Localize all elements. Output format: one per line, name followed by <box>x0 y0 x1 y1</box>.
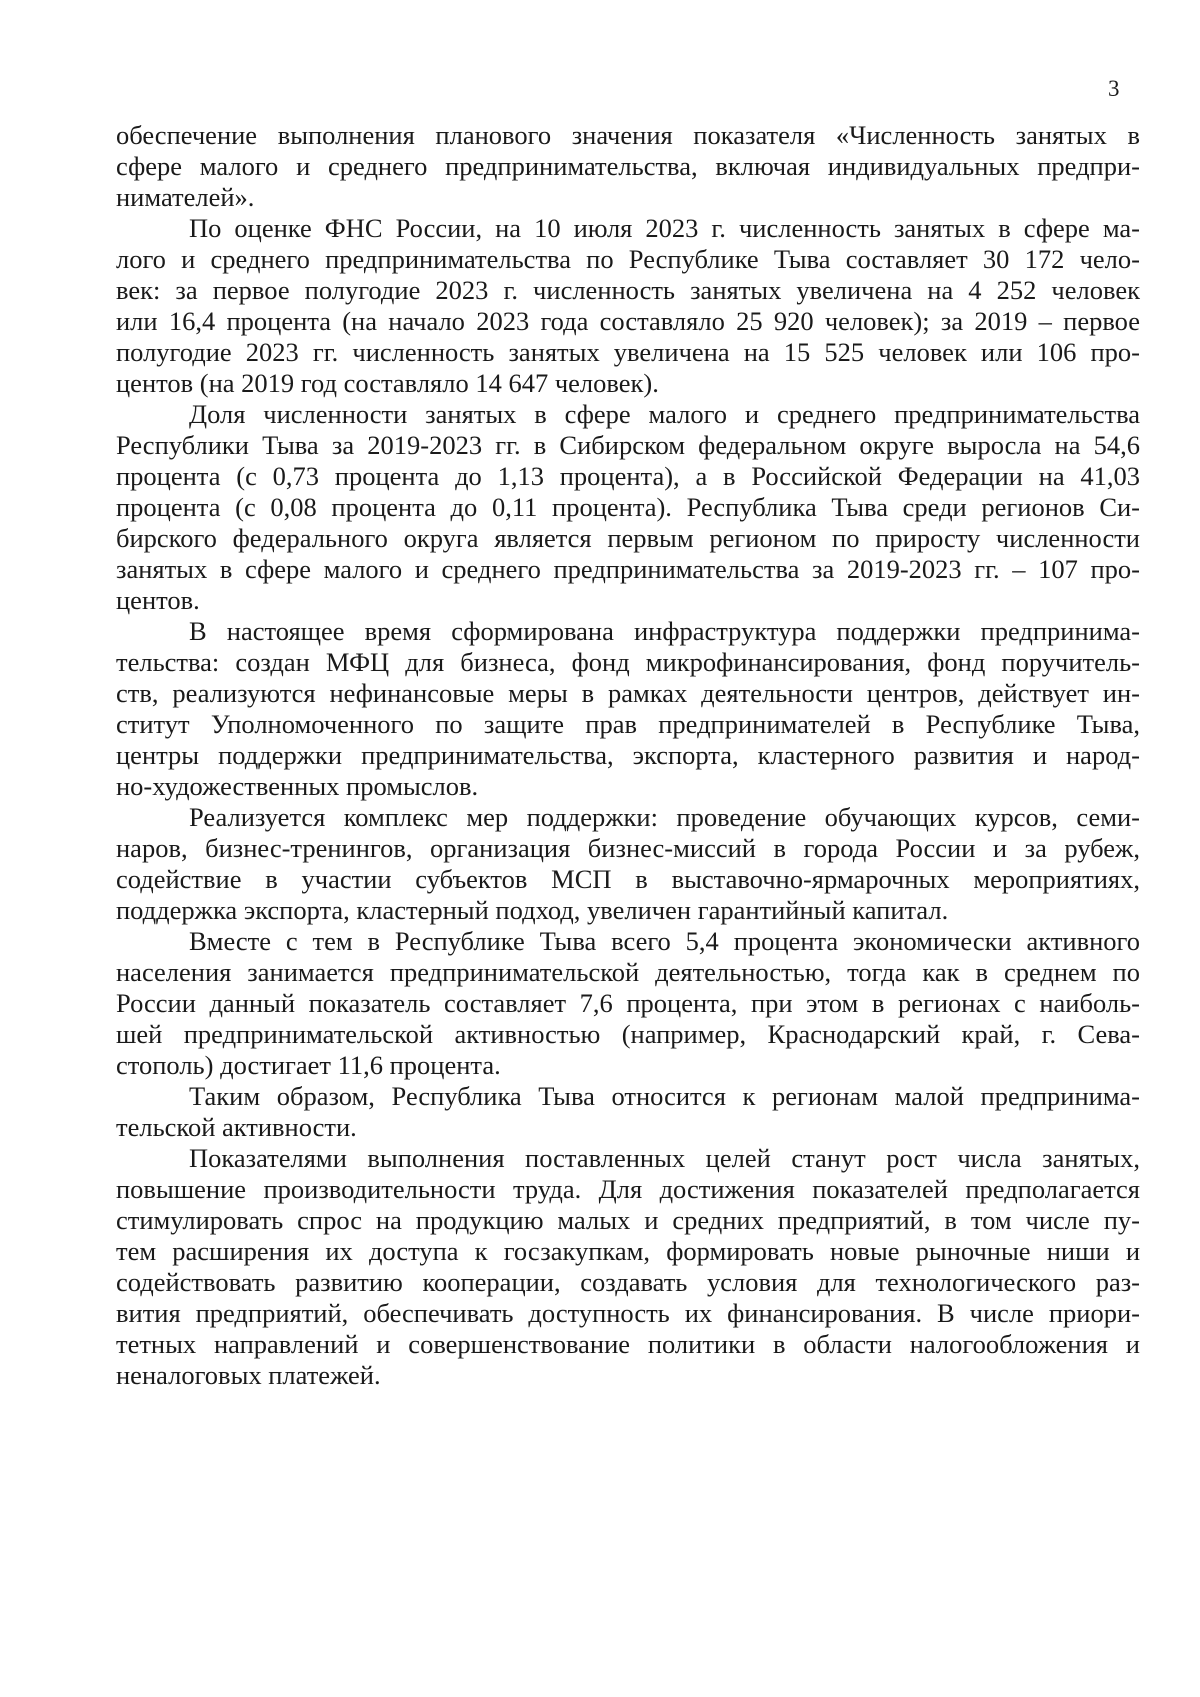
text-line: повышение производительности труда. Для достижения показателей предполагается <box>116 1174 1140 1204</box>
text-line: но-художественных промыслов. <box>116 771 479 801</box>
text-line: России данный показатель составляет 7,6 процента, при этом в регионах с наиболь- <box>116 988 1140 1018</box>
text-line: тельства: создан МФЦ для бизнеса, фонд микрофинансирования, фонд поручитель- <box>116 647 1140 677</box>
text-line: населения занимается предпринимательской деятельностью, тогда как в среднем по <box>116 957 1140 987</box>
text-line: ститут Уполномоченного по защите прав предпринимателей в Республике Тыва, <box>116 709 1140 739</box>
text-line: ств, реализуются нефинансовые меры в рамках деятельности центров, действует ин- <box>116 678 1140 708</box>
text-line: содействовать развитию кооперации, создавать условия для технологического раз- <box>116 1267 1140 1297</box>
text-line: центов (на 2019 год составляло 14 647 человек). <box>116 368 659 398</box>
text-line: бирского федерального округа является первым регионом по приросту численности <box>116 523 1140 553</box>
text-line: тем расширения их доступа к госзакупкам, формировать новые рыночные ниши и <box>116 1236 1140 1266</box>
text-line: нимателей». <box>116 182 255 212</box>
text-line: сфере малого и среднего предпринимательства, включая индивидуальных предпри- <box>116 151 1140 181</box>
text-line: полугодие 2023 гг. численность занятых увеличена на 15 525 человек или 106 про- <box>116 337 1140 367</box>
text-line: или 16,4 процента (на начало 2023 года составляло 25 920 человек); за 2019 – первое <box>116 306 1140 336</box>
text-line: век: за первое полугодие 2023 г. численность занятых увеличена на 4 252 человек <box>116 275 1140 305</box>
text-line: лого и среднего предпринимательства по Республике Тыва составляет 30 172 чело- <box>116 244 1140 274</box>
text-line: занятых в сфере малого и среднего предпринимательства за 2019-2023 гг. – 107 про- <box>116 554 1140 584</box>
text-line: содействие в участии субъектов МСП в выставочно-ярмарочных мероприятиях, <box>116 864 1140 894</box>
text-line: обеспечение выполнения планового значения показателя «Численность занятых в <box>116 120 1140 150</box>
text-line: стимулировать спрос на продукцию малых и средних предприятий, в том числе пу- <box>116 1205 1140 1235</box>
text-line: шей предпринимательской активностью (например, Краснодарский край, г. Сева- <box>116 1019 1140 1049</box>
paragraph-first-line: Таким образом, Республика Тыва относится к регионам малой предпринима- <box>189 1081 1140 1111</box>
text-line: вития предприятий, обеспечивать доступность их финансирования. В числе приори- <box>116 1298 1140 1328</box>
page-number: 3 <box>1108 76 1120 101</box>
paragraph-first-line: Доля численности занятых в сфере малого и среднего предпринимательства <box>189 399 1140 429</box>
document-body <box>116 120 1140 1391</box>
paragraph-first-line: По оценке ФНС России, на 10 июля 2023 г. численность занятых в сфере ма- <box>189 213 1140 243</box>
text-line: тетных направлений и совершенствование политики в области налогообложения и <box>116 1329 1140 1359</box>
text-line: процента (с 0,73 процента до 1,13 процента), а в Российской Федерации на 41,03 <box>116 461 1140 491</box>
text-line: поддержка экспорта, кластерный подход, увеличен гарантийный капитал. <box>116 895 949 925</box>
paragraph-first-line: Реализуется комплекс мер поддержки: проведение обучающих курсов, семи- <box>189 802 1140 832</box>
paragraph-first-line: Показателями выполнения поставленных целей станут рост числа занятых, <box>189 1143 1140 1173</box>
text-line: центов. <box>116 585 200 615</box>
paragraph-first-line: В настоящее время сформирована инфраструктура поддержки предпринима- <box>189 616 1140 646</box>
paragraph-first-line: Вместе с тем в Республике Тыва всего 5,4 процента экономически активного <box>189 926 1140 956</box>
text-line: процента (с 0,08 процента до 0,11 процента). Республика Тыва среди регионов Си- <box>116 492 1140 522</box>
text-line: неналоговых платежей. <box>116 1360 381 1390</box>
text-line: Республики Тыва за 2019-2023 гг. в Сибирском федеральном округе выросла на 54,6 <box>116 430 1140 460</box>
text-line: стополь) достигает 11,6 процента. <box>116 1050 501 1080</box>
text-line: тельской активности. <box>116 1112 357 1142</box>
text-line: центры поддержки предпринимательства, экспорта, кластерного развития и народ- <box>116 740 1140 770</box>
text-line: наров, бизнес-тренингов, организация бизнес-миссий в города России и за рубеж, <box>116 833 1140 863</box>
